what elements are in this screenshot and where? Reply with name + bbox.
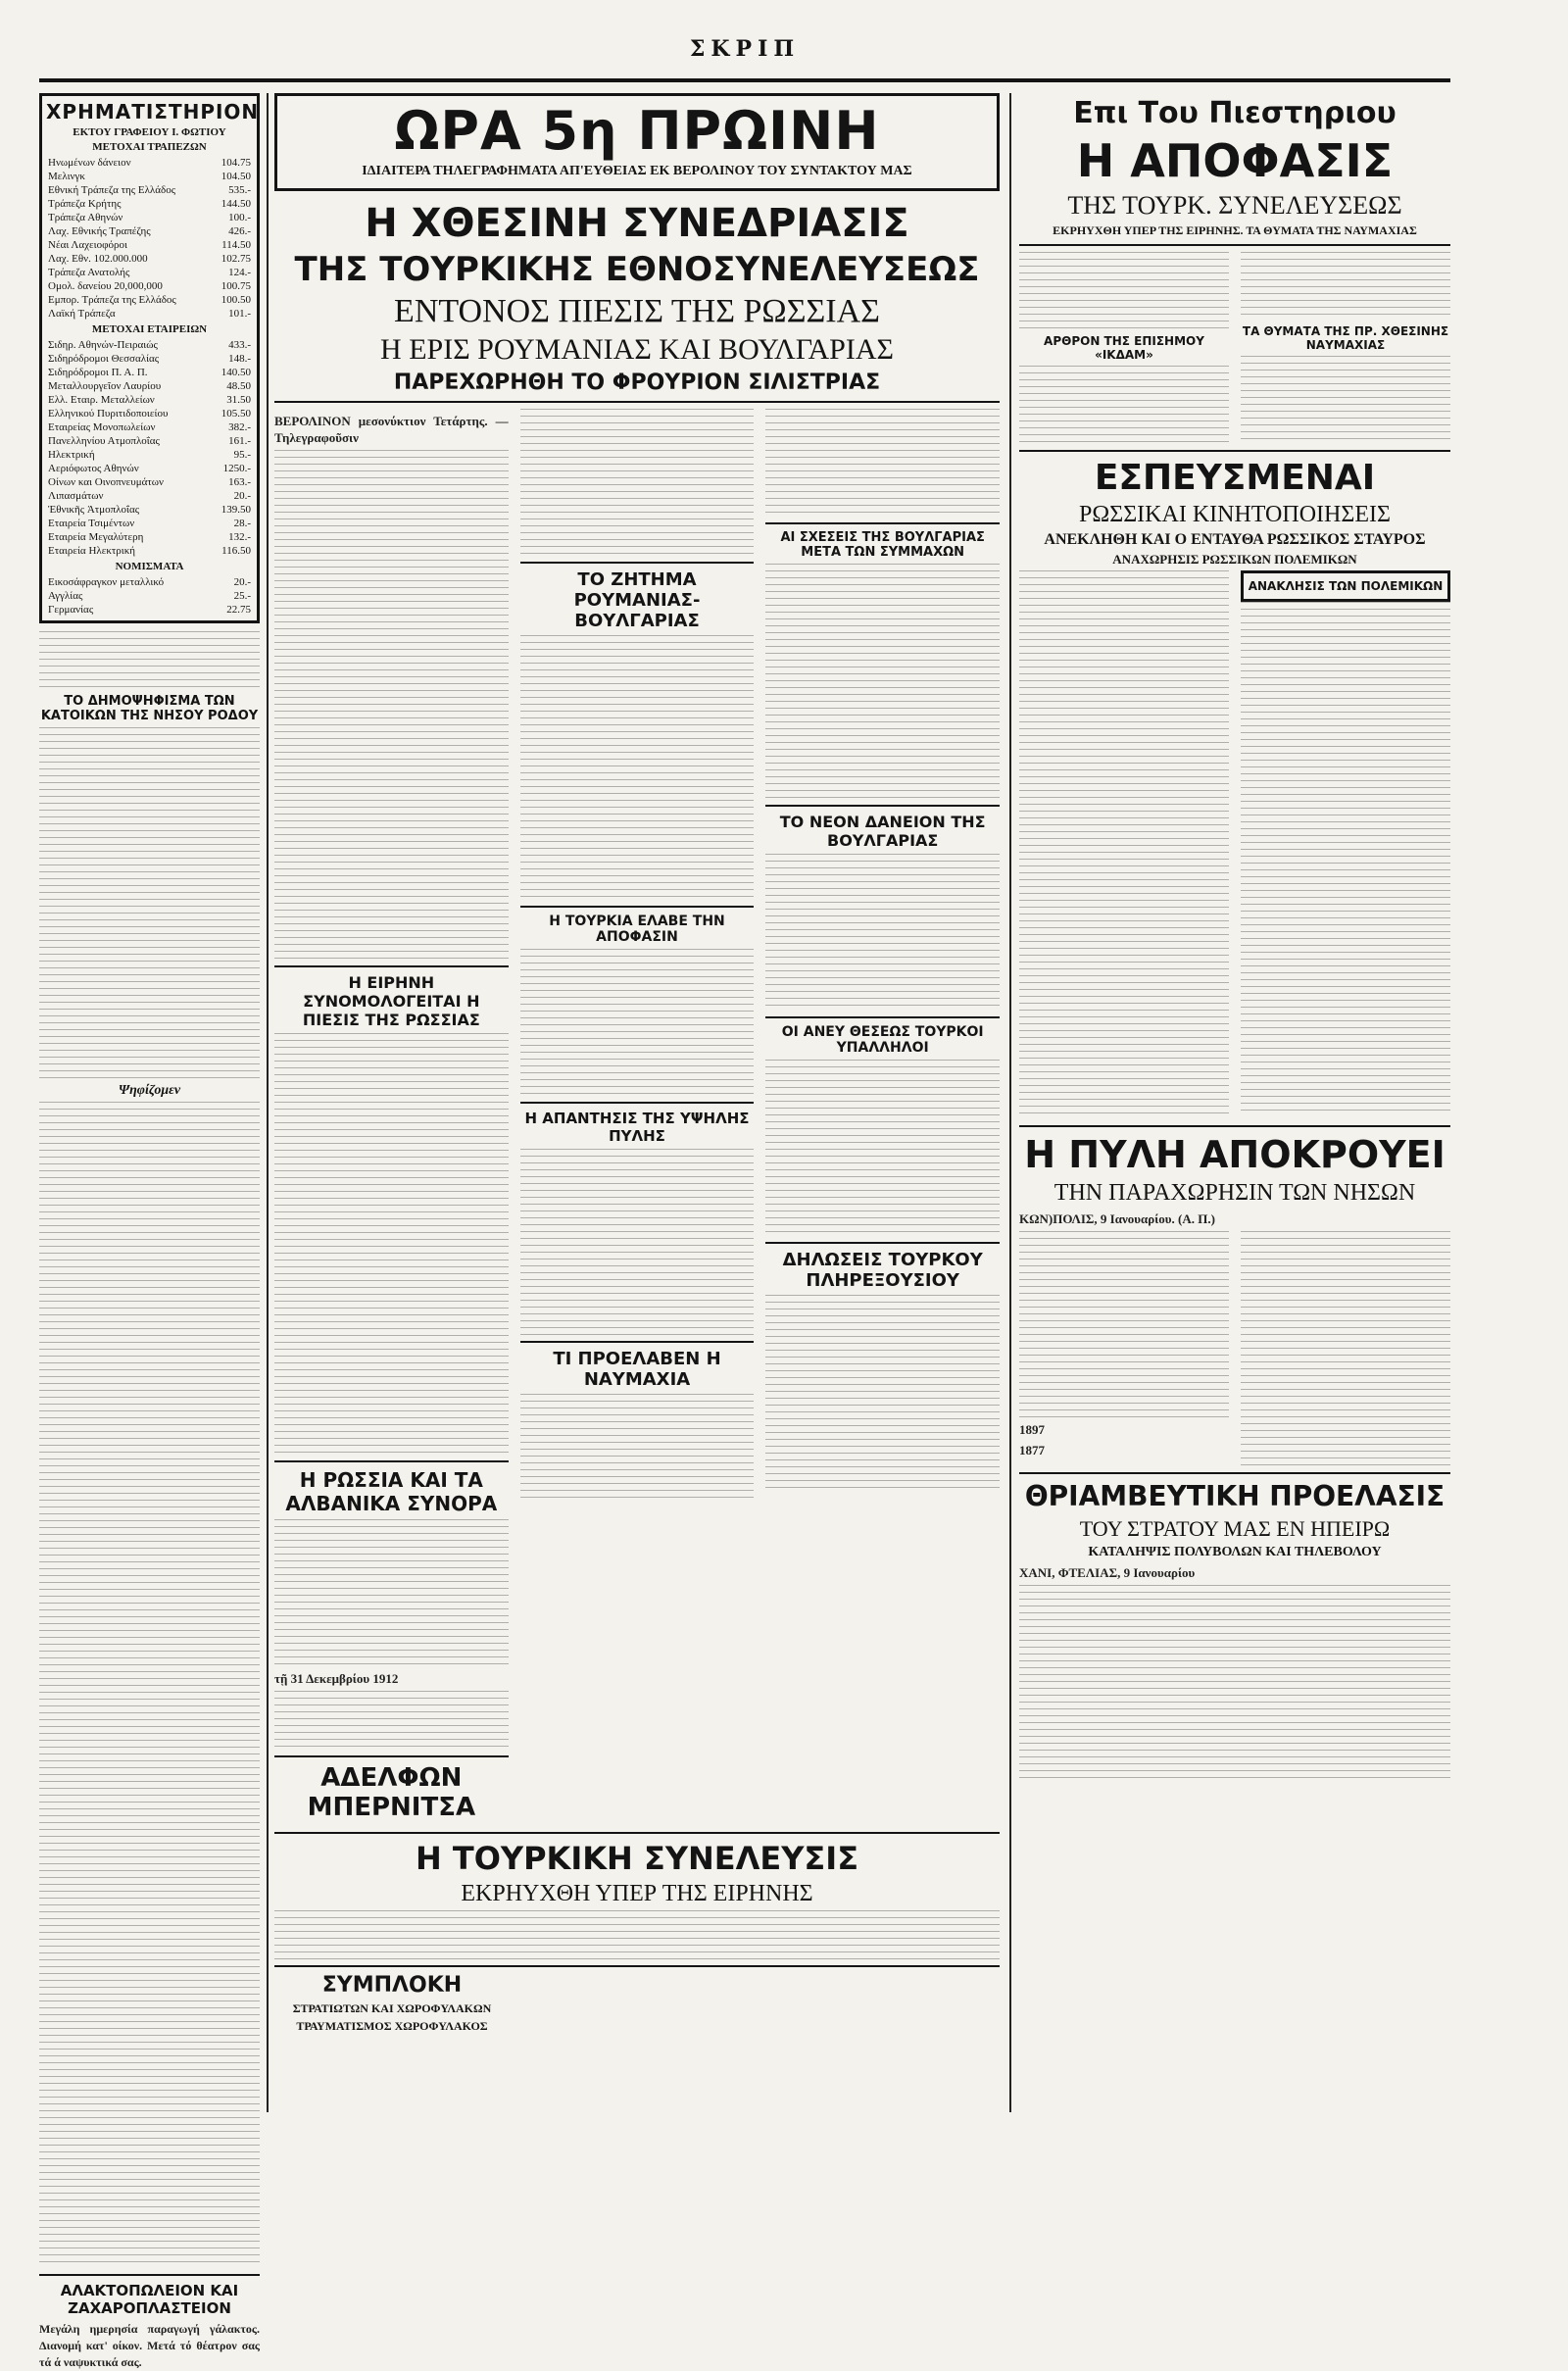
- quote-value: 20.-: [233, 490, 251, 502]
- masthead: ΣΚΡΙΠ: [39, 20, 1450, 82]
- companies-header: ΜΕΤΟΧΑΙ ΕΤΑΙΡΕΙΩΝ: [91, 323, 208, 335]
- text-block: [765, 564, 1000, 799]
- quote-row: [46, 211, 253, 224]
- headline-departures: ΑΝΑΧΩΡΗΣΙΣ ΡΩΣΣΙΚΩΝ ΠΟΛΕΜΙΚΩΝ: [1112, 552, 1357, 567]
- quote-row: [46, 420, 253, 434]
- quote-value: 104.50: [220, 171, 251, 182]
- text-block: [274, 1910, 1000, 1959]
- headline-epirus: ΤΟΥ ΣΤΡΑΤΟΥ ΜΑΣ ΕΝ ΗΠΕΙΡΩ: [1079, 1516, 1391, 1541]
- text-block: [1019, 366, 1229, 444]
- quote-row: [46, 379, 253, 393]
- section-porte-reply: Η ΑΠΑΝΤΗΣΙΣ ΤΗΣ ΥΨΗΛΗΣ ΠΥΛΗΣ: [524, 1110, 750, 1145]
- quote-row: [46, 462, 253, 475]
- quote-name: Σιδηρόδρομοι Θεσσαλίας: [48, 353, 160, 365]
- quote-value: 100.50: [220, 294, 251, 306]
- quote-name: Τράπεζα Ανατολής: [48, 267, 130, 278]
- section-statements: ΔΗΛΩΣΕΙΣ ΤΟΥΡΚΟΥ ΠΛΗΡΕΞΟΥΣΙΟΥ: [782, 1250, 983, 1291]
- headline-recalls: ΑΝΑΚΛΗΣΙΣ ΤΩΝ ΠΟΛΕΜΙΚΩΝ: [1248, 579, 1444, 593]
- headline-red-cross: ΑΝΕΚΛΗΘΗ ΚΑΙ Ο ΕΝΤΑΥΘΑ ΡΩΣΣΙΚΟΣ ΣΤΑΥΡΟΣ: [1044, 531, 1426, 548]
- text-block: [1019, 570, 1229, 1119]
- quote-value: 101.-: [228, 308, 251, 320]
- banner-title: ΩΡΑ 5η ΠΡΩΙΝΗ: [394, 100, 880, 162]
- quote-row: [46, 238, 253, 252]
- quote-name: Εμπορ. Τράπεζα της Ελλάδος: [48, 294, 176, 306]
- quote-row: [46, 530, 253, 544]
- quote-row: [46, 366, 253, 379]
- section-article: ΑΡΘΡΟΝ ΤΗΣ ΕΠΙΣΗΜΟΥ «ΙΚΔΑΜ»: [1044, 334, 1204, 362]
- plebiscite-title: ΤΟ ΔΗΜΟΨΗΦΙΣΜΑ ΤΩΝ ΚΑΤΟΙΚΩΝ ΤΗΣ ΝΗΣΟΥ ΡΟΔΟΥ: [40, 694, 259, 723]
- section-assembly: Η ΤΟΥΡΚΙΚΗ ΣΥΝΕΛΕΥΣΙΣ: [415, 1840, 859, 1877]
- quote-name: Ηλεκτρική: [48, 449, 95, 461]
- quote-name: Νέαι Λαχειοφόροι: [48, 239, 127, 251]
- quote-row: [46, 407, 253, 420]
- headline-peace-victims: ΕΚΡΗΥΧΘΗ ΥΠΕΡ ΤΗΣ ΕΙΡΗΝΗΣ. ΤΑ ΘΥΜΑΤΑ ΤΗΣ ΝΑΥΜΑΧΙΑΣ: [1053, 223, 1417, 237]
- quote-row: [46, 475, 253, 489]
- text-block: [765, 854, 1000, 1011]
- quote-value: 163.-: [228, 476, 251, 488]
- quote-name: Ἐθνικῆς Ἀτμοπλοΐας: [48, 504, 140, 516]
- headline-triumphant: ΘΡΙΑΜΒΕΥΤΙΚΗ ΠΡΟΕΛΑΣΙΣ: [1024, 1480, 1446, 1512]
- center-subcol-2: [520, 409, 755, 1826]
- quote-row: [46, 393, 253, 407]
- text-block: [274, 1033, 509, 1455]
- section-clash-sub: ΣΤΡΑΤΙΩΤΩΝ ΚΑΙ ΧΩΡΟΦΥΛΑΚΩΝ: [292, 2001, 492, 2015]
- quote-row: [46, 503, 253, 517]
- right-subcol-1: [1019, 252, 1229, 444]
- right-column: [1019, 93, 1450, 2112]
- banner-box: [274, 93, 1000, 191]
- right-subcol-3: [1019, 570, 1229, 1119]
- quote-value: 104.75: [220, 157, 251, 169]
- quote-value: 102.75: [220, 253, 251, 265]
- text-block: [1241, 356, 1450, 444]
- quote-name: Εταιρεία Τσιμέντων: [48, 518, 135, 529]
- quote-value: 535.-: [228, 184, 251, 196]
- quote-value: 48.50: [226, 380, 251, 392]
- center-subcolumns: [274, 409, 1000, 1826]
- quote-name: Πανελληνίου Ατμοπλοΐας: [48, 435, 160, 447]
- text-block: [39, 727, 260, 1080]
- text-block: [1241, 252, 1450, 321]
- quote-row: [46, 434, 253, 448]
- quote-value: 31.50: [226, 394, 251, 406]
- dateline: ΒΕΡΟΛΙΝΟΝ μεσονύκτιον Τετάρτης. — Τηλεγραφοῦσιν: [274, 414, 509, 445]
- quote-value: 100.-: [228, 212, 251, 223]
- section-russia-albania: Η ΡΩΣΣΙΑ ΚΑΙ ΤΑ ΑΛΒΑΝΙΚΑ ΣΥΝΟΡΑ: [285, 1468, 498, 1515]
- headline-fortress: ΠΑΡΕΧΩΡΗΘΗ ΤΟ ΦΡΟΥΡΙΟΝ ΣΙΛΙΣΤΡΙΑΣ: [393, 370, 881, 395]
- epirus-dateline: ΧΑΝΙ, ΦΤΕΛΙΑΣ, 9 Ιανουαρίου: [1019, 1565, 1196, 1580]
- section-officials: ΟΙ ΑΝΕΥ ΘΕΣΕΩΣ ΤΟΥΡΚΟΙ ΥΠΑΛΛΗΛΟΙ: [781, 1024, 984, 1056]
- text-block: [765, 1295, 1000, 1491]
- quote-row: [46, 156, 253, 170]
- clash-block: [274, 1973, 510, 2034]
- text-block: [1019, 1585, 1450, 1781]
- quote-value: 100.75: [220, 280, 251, 292]
- headline-turk-assembly: ΤΗΣ ΤΟΥΡΚ. ΣΥΝΕΛΕΥΣΕΩΣ: [1067, 191, 1402, 220]
- quote-name: Σιδηρόδρομοι Π. Α. Π.: [48, 367, 148, 378]
- porte-dateline: ΚΩΝ)ΠΟΛΙΣ, 9 Ιανουαρίου. (Α. Π.): [1019, 1211, 1215, 1226]
- quote-row: [46, 448, 253, 462]
- text-block: [765, 409, 1000, 517]
- quote-row: [46, 170, 253, 183]
- quote-value: 114.50: [221, 239, 251, 251]
- text-block: [520, 635, 755, 900]
- quote-row: [46, 266, 253, 279]
- quote-name: Εταιρεία Ηλεκτρική: [48, 545, 136, 557]
- headline-porte-rejects: Η ΠΥΛΗ ΑΠΟΚΡΟΥΕΙ: [1024, 1133, 1446, 1176]
- quote-name: Ελλ. Εταιρ. Μεταλλείων: [48, 394, 155, 406]
- quote-value: 161.-: [228, 435, 251, 447]
- quote-name: Λιπασμάτων: [48, 490, 104, 502]
- quote-row: [46, 517, 253, 530]
- quote-name: Αγγλίας: [48, 590, 83, 602]
- quote-name: Μελινγκ: [48, 171, 85, 182]
- press-label: Επι Του Πιεστηριου: [1073, 96, 1396, 130]
- quote-value: 426.-: [228, 225, 251, 237]
- section-naval-battle: ΤΙ ΠΡΟΕΛΑΒΕΝ Η ΝΑΥΜΑΧΙΑ: [553, 1349, 721, 1390]
- text-block: [520, 1394, 755, 1502]
- right-subcol-2: [1241, 252, 1450, 444]
- quote-name: Εταιρείας Μονοπωλείων: [48, 421, 156, 433]
- quote-value: 139.50: [220, 504, 251, 516]
- banks-table: [46, 156, 253, 321]
- quote-name: Λαχ. Εθν. 102.000.000: [48, 253, 148, 265]
- quote-value: 22.75: [226, 604, 251, 616]
- quote-value: 144.50: [220, 198, 251, 210]
- ad-dairy-title: ΑΛΑΚΤΟΠΩΛΕΙΟΝ ΚΑΙ ΖΑΧΑΡΟΠΛΑΣΤΕΙΟΝ: [60, 2282, 239, 2317]
- center-subcol-3: [765, 409, 1000, 1826]
- quote-value: 95.-: [233, 449, 251, 461]
- text-block: [274, 1691, 509, 1750]
- text-block: [1019, 1231, 1229, 1417]
- headline-capture: ΚΑΤΑΛΗΨΙΣ ΠΟΛΥΒΟΛΩΝ ΚΑΙ ΤΗΛΕΒΟΛΟΥ: [1088, 1545, 1382, 1559]
- center-column: [274, 93, 1000, 2112]
- quote-name: Γερμανίας: [48, 604, 94, 616]
- section-peace: Η ΕΙΡΗΝΗ ΣΥΝΟΜΟΛΟΓΕΙΤΑΙ Η ΠΙΕΣΙΣ ΤΗΣ ΡΩΣΣΙΑΣ: [302, 973, 480, 1029]
- quote-name: Εθνική Τράπεζα της Ελλάδος: [48, 184, 176, 196]
- quote-row: [46, 575, 253, 589]
- quote-name: Ομολ. δανείου 20,000,000: [48, 280, 163, 292]
- section-allies: ΑΙ ΣΧΕΣΕΙΣ ΤΗΣ ΒΟΥΛΓΑΡΙΑΣ ΜΕΤΑ ΤΩΝ ΣΥΜΜΑΧΩΝ: [780, 530, 985, 560]
- right-subcol-4: [1241, 570, 1450, 1119]
- section-romania: ΤΟ ΖΗΤΗΜΑ ΡΟΥΜΑΝΙΑΣ-ΒΟΥΛΓΑΡΙΑΣ: [573, 569, 701, 631]
- quote-name: Εικοσάφραγκον μεταλλικό: [48, 576, 165, 588]
- coins-table: [46, 575, 253, 617]
- exchange-subtitle: ΕΚΤΟΥ ΓΡΑΦΕΙΟΥ Ι. ΦΩΤΙΟΥ: [73, 126, 226, 138]
- quote-row: [46, 293, 253, 307]
- center-subcol-1: [274, 409, 509, 1826]
- headline-assembly: ΤΗΣ ΤΟΥΡΚΙΚΗΣ ΕΘΝΟΣΥΝΕΛΕΥΣΕΩΣ: [294, 250, 980, 289]
- right-subcolumns-bottom: [1019, 1231, 1450, 1466]
- banks-header: ΜΕΤΟΧΑΙ ΤΡΑΠΕΖΩΝ: [92, 141, 207, 153]
- quote-value: 433.-: [228, 339, 251, 351]
- date-note: τῇ 31 Δεκεμβρίου 1912: [274, 1671, 399, 1686]
- quote-row: [46, 489, 253, 503]
- quote-value: 28.-: [233, 518, 251, 529]
- quote-value: 124.-: [228, 267, 251, 278]
- exchange-title: ΧΡΗΜΑΤΙΣΤΗΡΙΟΝ: [46, 100, 260, 123]
- section-clash-sub2: ΤΡΑΥΜΑΤΙΣΜΟΣ ΧΩΡΟΦΥΛΑΚΟΣ: [296, 2019, 488, 2033]
- quote-name: Αεριόφωτος Αθηνών: [48, 463, 139, 474]
- quote-value: 140.50: [220, 367, 251, 378]
- quote-row: [46, 252, 253, 266]
- right-subcol-6: [1241, 1231, 1450, 1466]
- quote-row: [46, 224, 253, 238]
- quote-row: [46, 197, 253, 211]
- section-decision: Η ΤΟΥΡΚΙΑ ΕΛΑΒΕ ΤΗΝ ΑΠΟΦΑΣΙΝ: [549, 914, 725, 945]
- quote-name: Τράπεζα Κρήτης: [48, 198, 122, 210]
- quote-row: [46, 279, 253, 293]
- quote-name: Εταιρεία Μεγαλύτερη: [48, 531, 144, 543]
- headline-mobilization: ΡΩΣΣΙΚΑΙ ΚΙΝΗΤΟΠΟΙΗΣΕΙΣ: [1079, 502, 1391, 527]
- quote-name: Τράπεζα Αθηνών: [48, 212, 123, 223]
- quote-value: 382.-: [228, 421, 251, 433]
- text-block: [520, 409, 755, 556]
- right-subcolumns-mid: [1019, 570, 1450, 1119]
- text-block: [1241, 602, 1450, 1111]
- quote-name: Ελληνικού Πυριτιδοποιείου: [48, 408, 169, 420]
- quote-row: [46, 307, 253, 321]
- year-1897: 1897: [1019, 1422, 1045, 1437]
- text-block: [765, 1060, 1000, 1236]
- right-subcolumns-top: [1019, 252, 1450, 444]
- companies-table: [46, 338, 253, 558]
- quote-row: [46, 589, 253, 603]
- newspaper-page: [39, 20, 1450, 2369]
- quote-value: 148.-: [228, 353, 251, 365]
- quote-name: Λαχ. Εθνικής Τραπέζης: [48, 225, 151, 237]
- headline-session: Η ΧΘΕΣΙΝΗ ΣΥΝΕΔΡΙΑΣΙΣ: [365, 201, 909, 246]
- quote-name: Λαϊκή Τράπεζα: [48, 308, 116, 320]
- coins-header: ΝΟΜΙΣΜΑΤΑ: [115, 561, 184, 572]
- quote-value: 116.50: [221, 545, 251, 557]
- banner-subtitle: ΙΔΙΑΙΤΕΡΑ ΤΗΛΕΓΡΑΦΗΜΑΤΑ ΑΠ'ΕΥΘΕΙΑΣ ΕΚ ΒΕΡΟΛΙΝΟΥ ΤΟΥ ΣΥΝΤΑΚΤΟΥ ΜΑΣ: [362, 164, 912, 178]
- quote-value: 20.-: [233, 576, 251, 588]
- text-block: [39, 631, 260, 690]
- quote-name: Σιδηρ. Αθηνών-Πειραιώς: [48, 339, 158, 351]
- section-assembly-sub: ΕΚΡΗΥΧΘΗ ΥΠΕΡ ΤΗΣ ΕΙΡΗΝΗΣ: [461, 1881, 813, 1906]
- text-block: [1241, 1231, 1450, 1466]
- quote-value: 1250.-: [222, 463, 251, 474]
- section-loan: ΤΟ ΝΕΟΝ ΔΑΝΕΙΟΝ ΤΗΣ ΒΟΥΛΓΑΡΙΑΣ: [779, 813, 986, 850]
- headline-hurried: ΕΣΠΕΥΣΜΕΝΑΙ: [1094, 458, 1376, 498]
- headline-decision: Η ΑΠΟΦΑΣΙΣ: [1076, 134, 1394, 187]
- ad-dairy-text: Μεγάλη ημερησία παραγωγή γάλακτος. Διανομή κατ' οίκον. Μετά τό θέατρον σας τά ά ναψυκτικά σας.: [39, 2322, 260, 2369]
- text-block: [39, 1102, 260, 2268]
- quote-name: Οίνων και Οινοπνευμάτων: [48, 476, 165, 488]
- exchange-box: [39, 93, 260, 623]
- quote-row: [46, 603, 253, 617]
- headline-dispute: Η ΕΡΙΣ ΡΟΥΜΑΝΙΑΣ ΚΑΙ ΒΟΥΛΓΑΡΙΑΣ: [380, 333, 894, 366]
- quote-row: [46, 338, 253, 352]
- quote-value: 25.-: [233, 590, 251, 602]
- quote-row: [46, 183, 253, 197]
- quote-name: Ηνωμένων δάνειον: [48, 157, 131, 169]
- quote-name: Μεταλλουργεῖον Λαυρίου: [48, 380, 162, 392]
- column-rule: [1009, 93, 1011, 2112]
- text-block: [520, 1149, 755, 1335]
- text-block: [1019, 252, 1229, 330]
- quote-row: [46, 544, 253, 558]
- right-subcol-5: [1019, 1231, 1229, 1466]
- ad-bernitsa: ΑΔΕΛΦΩΝ ΜΠΕΡΝΙΤΣΑ: [307, 1763, 476, 1822]
- quote-row: [46, 352, 253, 366]
- column-rule: [267, 93, 269, 2112]
- section-victims: ΤΑ ΘΥΜΑΤΑ ΤΗΣ ΠΡ. ΧΘΕΣΙΝΗΣ ΝΑΥΜΑΧΙΑΣ: [1242, 324, 1449, 352]
- quote-value: 105.50: [220, 408, 251, 420]
- text-block: [520, 949, 755, 1096]
- headline-islands: ΤΗΝ ΠΑΡΑΧΩΡΗΣΙΝ ΤΩΝ ΝΗΣΩΝ: [1054, 1180, 1416, 1206]
- text-block: [274, 450, 509, 960]
- resolutions-label: Ψηφίζομεν: [118, 1083, 181, 1098]
- headline-pressure: ΕΝΤΟΝΟΣ ΠΙΕΣΙΣ ΤΗΣ ΡΩΣΣΙΑΣ: [394, 293, 880, 329]
- year-1877: 1877: [1019, 1443, 1045, 1457]
- quote-value: 132.-: [228, 531, 251, 543]
- text-block: [274, 1519, 509, 1666]
- section-clash: ΣΥΜΠΛΟΚΗ: [321, 1973, 463, 1998]
- left-column: [39, 93, 260, 2369]
- recalls-box: [1241, 570, 1450, 602]
